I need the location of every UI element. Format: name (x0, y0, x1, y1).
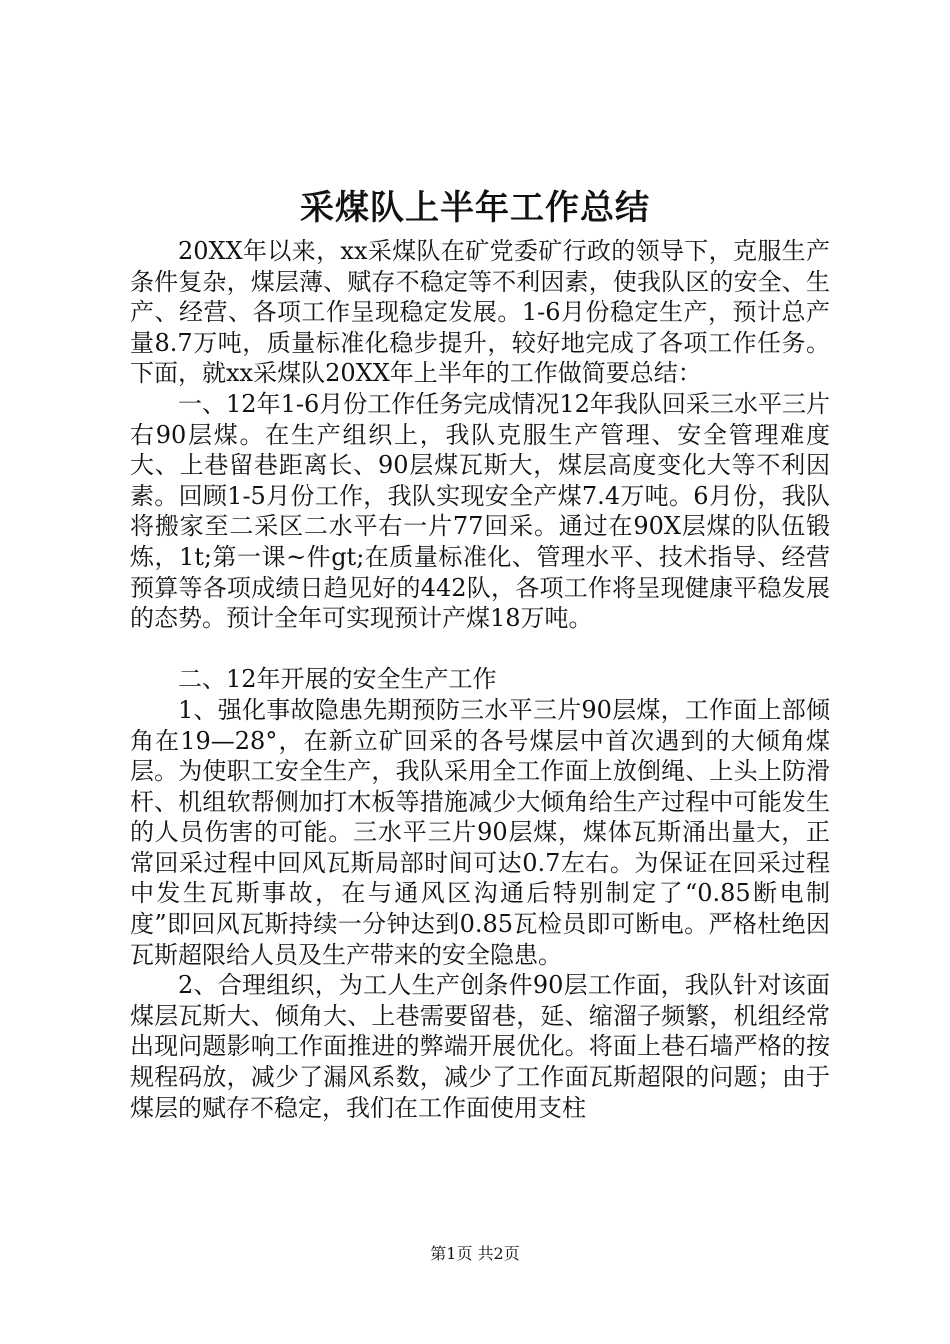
paragraph-section-2-item-1: 1、强化事故隐患先期预防三水平三片90层煤，工作面上部倾角在19—28°，在新立矿回采的各号煤层中首次遇到的大倾角煤层。为使职工安全生产，我队采用全工作面上放倒绳、上头上防滑杆、机组软帮侧加打木板等措施减少大倾角给生产过程中可能发生的人员伤害的可能。三水平三片90层煤，煤体瓦斯涌出量大，正常回采过程中回风瓦斯局部时间可达0.7左右。为保证在回采过程中发生瓦斯事故，在与通风区沟通后特别制定了“0.85断电制度”即回风瓦斯持续一分钟达到0.85瓦检员即可断电。严格杜绝因瓦斯超限给人员及生产带来的安全隐患。 (130, 695, 830, 969)
paragraph-intro: 20XX年以来，xx采煤队在矿党委矿行政的领导下，克服生产条件复杂，煤层薄、赋存不稳定等不利因素，使我队区的安全、生产、经营、各项工作呈现稳定发展。1-6月份稳定生产，预计总产量8.7万吨，质量标准化稳步提升，较好地完成了各项工作任务。下面，就xx采煤队20XX年上半年的工作做简要总结： (130, 237, 830, 388)
section-heading-2: 二、12年开展的安全生产工作 (178, 665, 497, 694)
document-title: 采煤队上半年工作总结 (300, 188, 650, 228)
paragraph-gap (130, 634, 830, 665)
paragraph-section-2-item-2: 2、合理组织，为工人生产创条件90层工作面，我队针对该面煤层瓦斯大、倾角大、上巷需要留巷，延、缩溜子频繁，机组经常出现问题影响工作面推进的弊端开展优化。将面上巷石墙严格的按规程码放，减少了漏风系数，减少了工作面瓦斯超限的问题；由于煤层的赋存不稳定，我们在工作面使用支柱 (130, 971, 830, 1122)
page-number-footer: 第1页 共2页 (430, 1244, 520, 1263)
document-body (130, 236, 830, 1123)
paragraph-section-1: 一、12年1-6月份工作任务完成情况12年我队回采三水平三片右90层煤。在生产组织上，我队克服生产管理、安全管理难度大、上巷留巷距离长、90层煤瓦斯大，煤层高度变化大等不利因素。回顾1-5月份工作，我队实现安全产煤7.4万吨。6月份，我队将搬家至二采区二水平右一片77回采。通过在90X层煤的队伍锻炼，1t;第一课~件gt;在质量标准化、管理水平、技术指导、经营预算等各项成绩日趋见好的442队，各项工作将呈现健康平稳发展的态势。预计全年可实现预计产煤18万吨。 (130, 389, 830, 633)
